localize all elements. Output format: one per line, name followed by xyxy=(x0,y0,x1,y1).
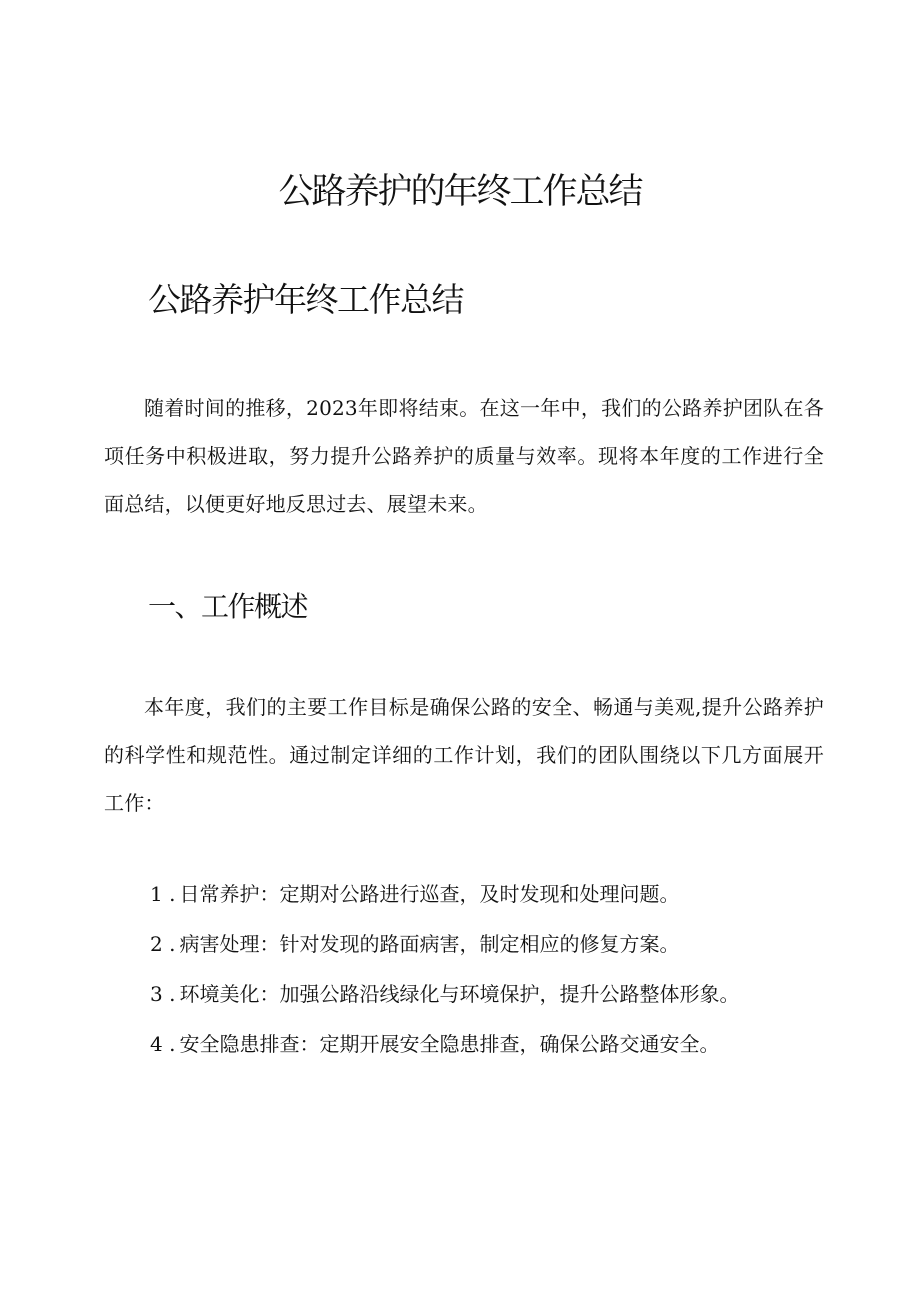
list-item-number: 2 . xyxy=(150,932,176,956)
list-item-text: 安全隐患排查：定期开展安全隐患排查，确保公路交通安全。 xyxy=(179,1032,720,1056)
list-item-number: 4 . xyxy=(150,1032,176,1056)
list-item-text: 病害处理：针对发现的路面病害，制定相应的修复方案。 xyxy=(179,932,680,956)
section-heading-overview: 一、工作概述 xyxy=(148,590,308,623)
overview-paragraph: 本年度，我们的主要工作目标是确保公路的安全、畅通与美观,提升公路养护的科学性和规范性。通过制定详细的工作计划，我们的团队围绕以下几方面展开工作： xyxy=(104,695,824,815)
work-items-list xyxy=(104,871,824,1071)
document-title: 公路养护的年终工作总结 xyxy=(278,172,642,212)
list-item-text: 日常养护：定期对公路进行巡查，及时发现和处理问题。 xyxy=(179,882,680,906)
list-item xyxy=(104,921,824,967)
list-item xyxy=(104,871,824,917)
document-subtitle: 公路养护年终工作总结 xyxy=(148,280,463,319)
list-item-number: 1 . xyxy=(150,882,176,906)
list-item xyxy=(104,971,824,1017)
intro-paragraph: 随着时间的推移，2023年即将结束。在这一年中，我们的公路养护团队在各项任务中积极进取，努力提升公路养护的质量与效率。现将本年度的工作进行全面总结，以便更好地反思过去、展望未来。 xyxy=(104,396,824,516)
list-item-number: 3 . xyxy=(150,982,176,1006)
list-item-text: 环境美化：加强公路沿线绿化与环境保护，提升公路整体形象。 xyxy=(179,982,740,1006)
list-item xyxy=(104,1021,824,1067)
